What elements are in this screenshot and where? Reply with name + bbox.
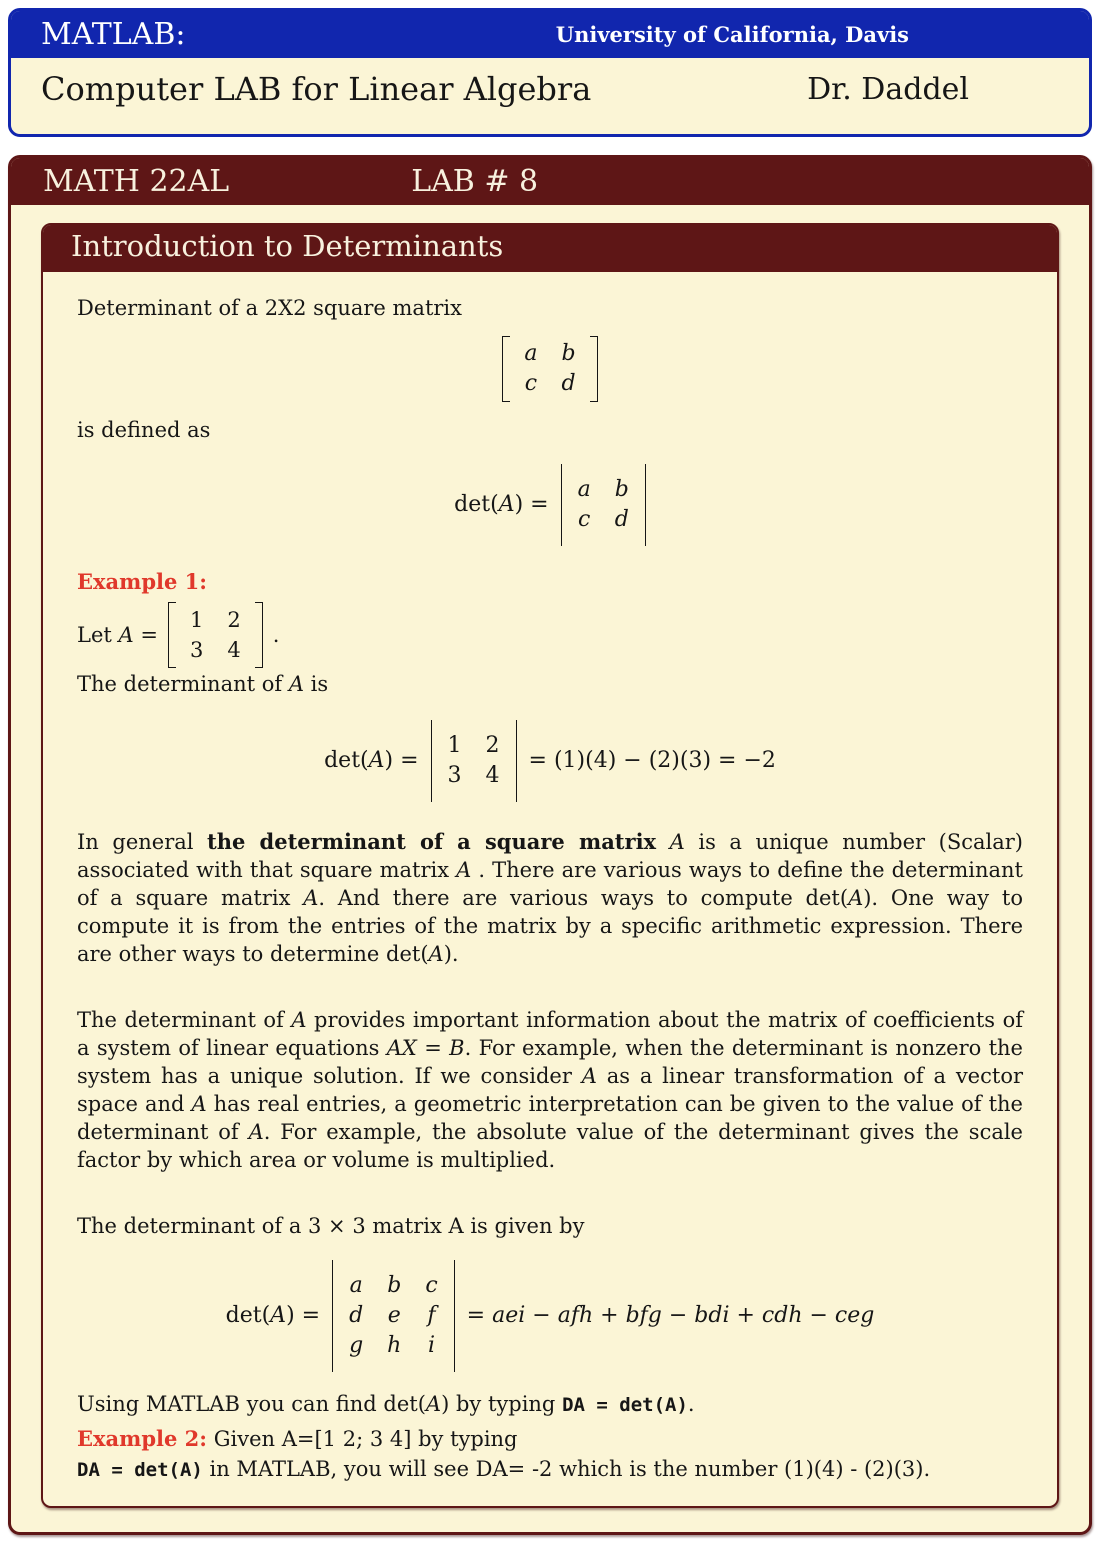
instructor-name: Dr. Daddel [807,71,969,107]
section-card [41,223,1059,1508]
intro-line: Determinant of a 2X2 square matrix [77,296,462,320]
det-prefix: det(A) = [454,492,549,517]
matrix-cell: 1 [447,733,462,758]
university-name: University of California, Davis [555,22,909,47]
left-bracket [502,336,510,402]
matrix-cell: 4 [227,638,241,662]
matlab-result-line: DA = det(A) in MATLAB, you will see DA= -2 which is the number (1)(4) - (2)(3). [77,1457,931,1481]
det-prefix: det(A) = [324,748,419,773]
matrix-cell: 3 [189,638,204,662]
section-title: Introduction to Determinants [43,225,1057,272]
example1-label: Example 1: [77,569,208,594]
left-bracket [168,602,176,668]
lab-banner [11,158,1089,205]
det-prefix: det(A) = [225,1303,321,1328]
lab-card [8,155,1092,1535]
matlab-title: MATLAB: [41,17,186,52]
det3x3-result: = aei − afh + bfg − bdi + cdh − ceg [466,1303,875,1328]
matrix-cell: a [577,477,591,502]
det-definition-formula [77,464,1023,546]
matrix-cell: 2 [227,608,241,632]
paragraph-properties: The determinant of A provides important information about the matrix of coefficients of a system of linear equations AX = B. For example, when the determinant is nonzero the system has a unique solution. If we consider A as a linear transformation of a vector space and A has real entries, a geometric interpretation can be given to the value of the determinant of A. For example, the absolute value of the determinant gives the scale factor by which area or volume is multiplied. [77,1008,1023,1172]
let-a-prefix: Let A = [77,623,158,647]
matrix-cells [176,602,255,668]
lab-number: LAB # 8 [411,164,539,199]
bracket-matrix-abcd [502,336,597,402]
course-code: MATH 22AL [43,164,230,199]
matrix-display-abcd [77,336,1023,402]
det3x3-formula [77,1260,1023,1372]
matrix-cell: g [349,1333,364,1358]
period: . [272,623,280,647]
matrix-cell: a [524,341,538,366]
paragraph-general: In general the determinant of a square matrix A is a unique number (Scalar) associated with that square matrix A . There are various ways to define the determinant of a square matrix A. And there are various ways to compute det(A). One way to compute it is from the entries of the matrix by a specific arithmetic expression. There are other ways to determine det(A). [77,829,1023,966]
matrix-cell: d [349,1303,364,1328]
matrix-cell: i [427,1333,436,1358]
det-of-a-line: The determinant of A is [77,672,329,696]
right-bracket [255,602,263,668]
document-page [8,8,1092,1535]
example2-line: Example 2: Given A=[1 2; 3 4] by typing [77,1426,518,1451]
det3x3-intro: The determinant of a 3 × 3 matrix A is given by [77,1214,585,1238]
matlab-header-bar [11,11,1089,58]
example1-result: = (1)(4) − (2)(3) = −2 [528,748,776,773]
lab-body [11,205,1089,1532]
matrix-cell: h [387,1333,402,1358]
matrix-cell: a [349,1273,363,1298]
matrix-cell: b [387,1273,402,1298]
matlab-header-body [11,58,1089,134]
matrix-cell: b [614,477,629,502]
matlab-header-card [8,8,1092,137]
matrix-cell: d [561,371,576,396]
matrix-cell: e [387,1303,401,1328]
matrix-cells [510,336,589,402]
right-bracket [590,336,598,402]
matrix-cell: c [425,1273,438,1298]
matrix-cell: 4 [485,763,500,788]
determinant-1234 [431,720,517,802]
matrix-cell: 3 [447,763,462,788]
section-body [43,272,1057,1506]
determinant-3x3 [332,1260,455,1372]
matlab-usage-line: Using MATLAB you can find det(A) by typing DA = det(A). [77,1392,695,1416]
matrix-cell: f [427,1303,436,1328]
matrix-cell: c [578,507,591,532]
let-a-line [77,602,1023,668]
bracket-matrix-1234 [168,602,263,668]
matrix-cell: 1 [189,608,204,632]
matrix-cell: b [561,341,576,366]
matrix-cell: c [524,371,538,396]
course-title: Computer LAB for Linear Algebra [41,70,592,108]
matrix-cell: d [614,507,629,532]
example1-formula [77,720,1023,802]
defined-as-line: is defined as [77,418,211,442]
matrix-cell: 2 [485,733,500,758]
determinant-abcd [561,464,646,546]
